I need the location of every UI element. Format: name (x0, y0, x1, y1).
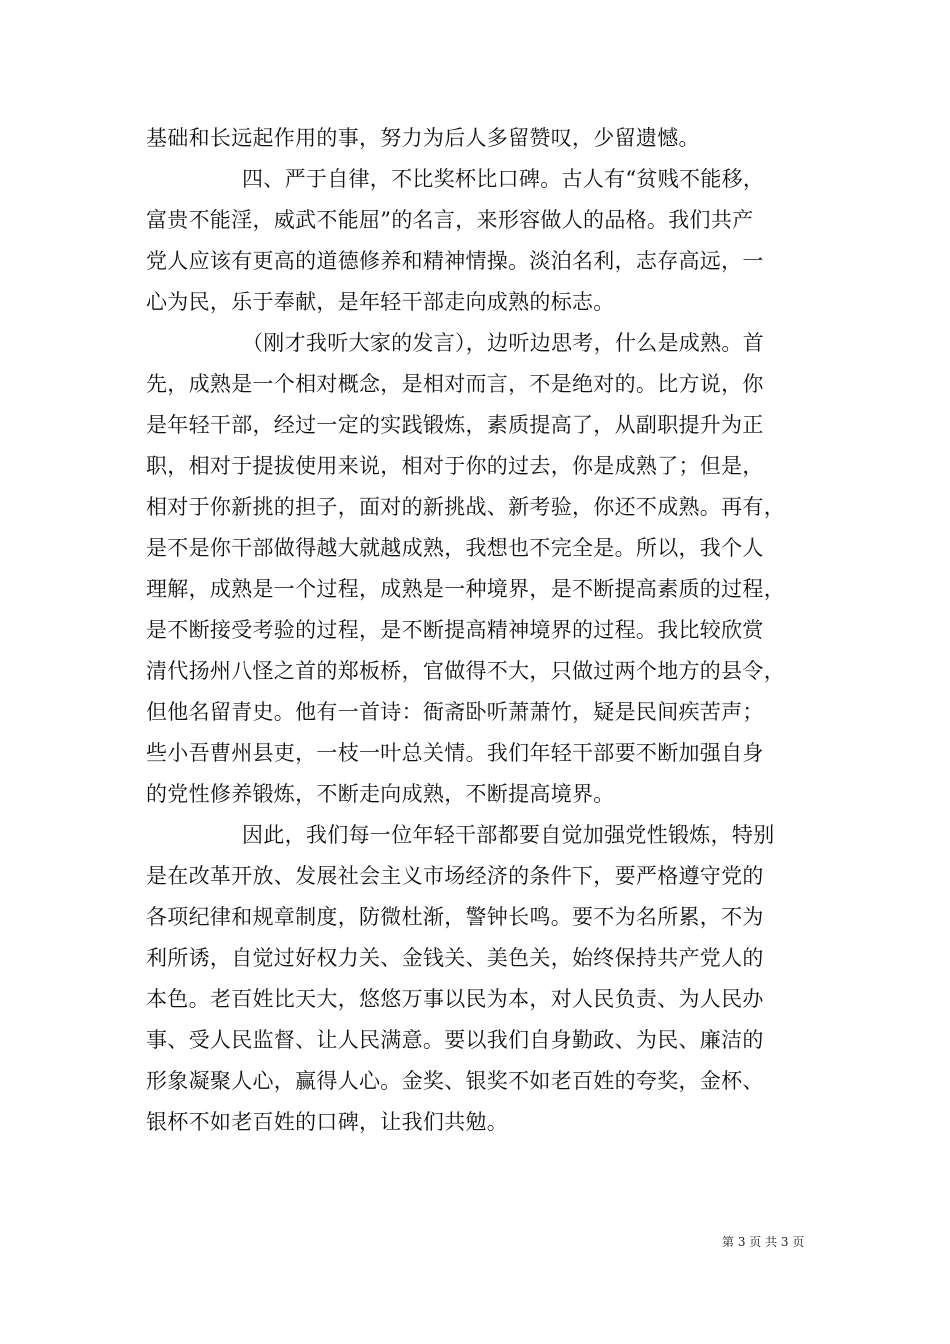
text-line: 先，成熟是一个相对概念，是相对而言，不是绝对的。比方说，你 (146, 372, 764, 396)
text-line: 心为民，乐于奉献，是年轻干部走向成熟的标志。 (146, 290, 615, 314)
text-line: 的党性修养锻炼，不断走向成熟，不断提高境界。 (146, 782, 615, 806)
body-text (146, 118, 811, 1143)
paragraph-start-line: （刚才我听大家的发言），边听边思考，什么是成熟。首 (242, 331, 764, 355)
text-line: 清代扬州八怪之首的郑板桥，官做得不大，只做过两个地方的县令， (146, 659, 785, 683)
text-line: 利所诱，自觉过好权力关、金钱关、美色关，始终保持共产党人的 (146, 946, 764, 970)
text-line: 基础和长远起作用的事，努力为后人多留赞叹，少留遗憾。 (146, 126, 700, 150)
page-number: 第 3 页 共 3 页 (722, 1235, 805, 1249)
text-line: 是不是你干部做得越大就越成熟，我想也不完全是。所以，我个人 (146, 536, 764, 560)
paragraph-start-line: 四、严于自律，不比奖杯比口碑。古人有“贫贱不能移， (242, 167, 765, 191)
text-line: 理解，成熟是一个过程，成熟是一种境界，是不断提高素质的过程， (146, 577, 785, 601)
text-line: 些小吾曹州县吏，一枝一叶总关情。我们年轻干部要不断加强自身 (146, 741, 764, 765)
text-line: 各项纪律和规章制度，防微杜渐，警钟长鸣。要不为名所累，不为 (146, 905, 764, 929)
text-line: 是在改革开放、发展社会主义市场经济的条件下，要严格遵守党的 (146, 864, 764, 888)
text-line: 是年轻干部，经过一定的实践锻炼，素质提高了，从副职提升为正 (146, 413, 764, 437)
text-line: 但他名留青史。他有一首诗：衙斋卧听萧萧竹，疑是民间疾苦声； (146, 700, 764, 724)
text-line: 相对于你新挑的担子，面对的新挑战、新考验，你还不成熟。再有， (146, 495, 785, 519)
text-line: 银杯不如老百姓的口碑，让我们共勉。 (146, 1110, 509, 1134)
text-line: 是不断接受考验的过程，是不断提高精神境界的过程。我比较欣赏 (146, 618, 764, 642)
text-line: 本色。老百姓比天大，悠悠万事以民为本，对人民负责、为人民办 (146, 987, 764, 1011)
text-line: 职，相对于提拔使用来说，相对于你的过去，你是成熟了；但是， (146, 454, 764, 478)
text-line: 党人应该有更高的道德修养和精神情操。淡泊名利，志存高远，一 (146, 249, 764, 273)
text-line: 形象凝聚人心，赢得人心。金奖、银奖不如老百姓的夸奖，金杯、 (146, 1069, 764, 1093)
text-line: 富贵不能淫，威武不能屈”的名言，来形容做人的品格。我们共产 (146, 208, 754, 232)
text-line: 事、受人民监督、让人民满意。要以我们自身勤政、为民、廉洁的 (146, 1028, 764, 1052)
paragraph-start-line: 因此，我们每一位年轻干部都要自觉加强党性锻炼，特别 (242, 823, 775, 847)
